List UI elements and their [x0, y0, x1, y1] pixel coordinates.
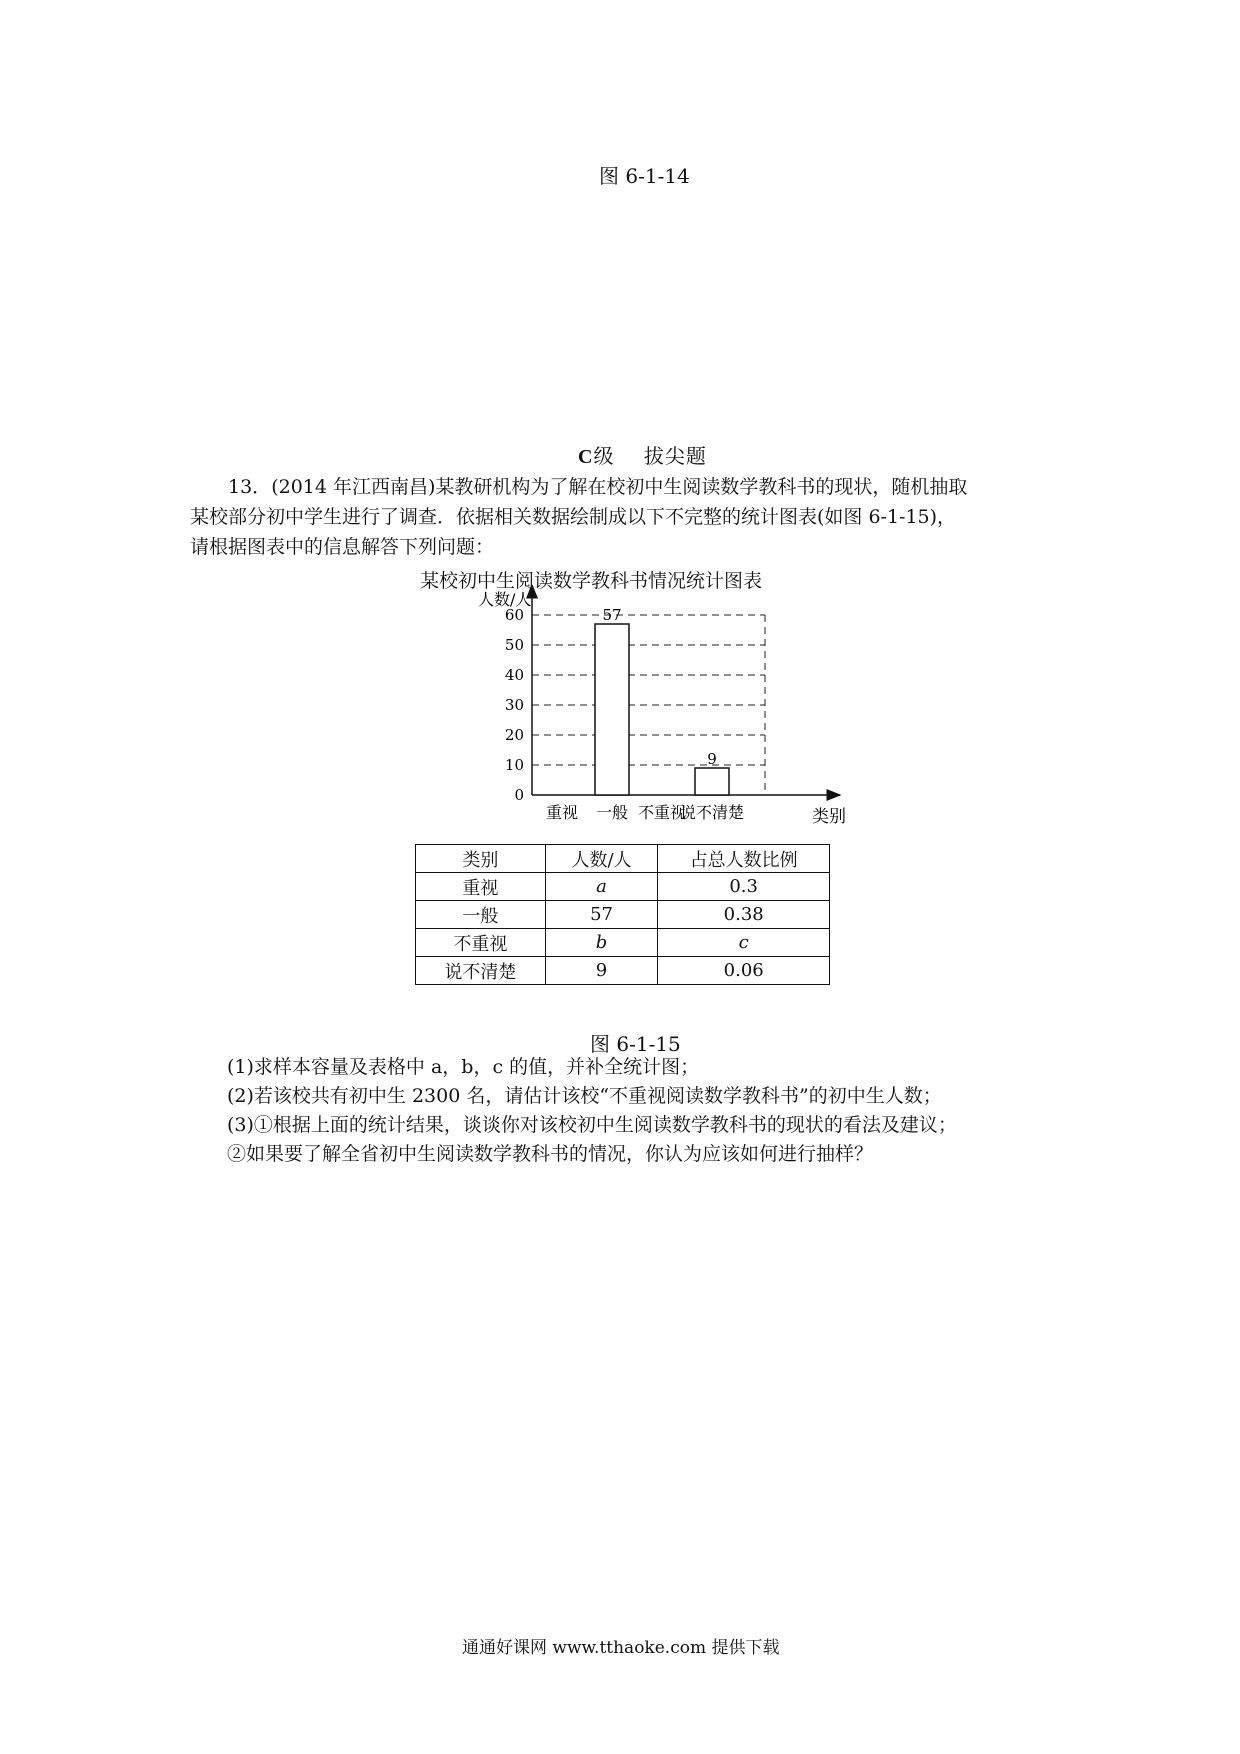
top-figure-caption: 图 6-1-14 [599, 164, 690, 188]
footer: 通通好课网 www.tthaoke.com 提供下载 [462, 1638, 780, 1658]
problem-line-3: 请根据图表中的信息解答下列问题： [190, 536, 495, 558]
chart-title: 某校初中生阅读数学教科书情况统计图表 [420, 570, 763, 592]
level-name: 拔尖题 [643, 444, 707, 468]
question-1: (1)求样本容量及表格中 a，b，c 的值，并补全统计图； [227, 1056, 700, 1078]
stats-table [415, 844, 830, 985]
table-cell: 不重视 [416, 929, 546, 957]
figure-caption: 图 6-1-15 [590, 1032, 681, 1056]
problem-statement [190, 472, 1070, 562]
questions [227, 1053, 1077, 1169]
x-tick-label: 说不清楚 [679, 803, 745, 822]
problem-source: (2014 年江西南昌) [271, 476, 436, 498]
table-cell: 9 [545, 957, 658, 985]
table-cell: 0.38 [658, 901, 830, 929]
table-header-row [416, 845, 830, 873]
x-axis-label: 类别 [812, 807, 846, 825]
table-header-cell: 人数/人 [545, 845, 658, 873]
bar-data-label: 9 [707, 750, 717, 768]
table-row [416, 901, 830, 929]
bar-data-label: 57 [602, 606, 622, 624]
y-axis-label: 人数/人 [478, 590, 532, 609]
question-3-1: (3)①根据上面的统计结果，谈谈你对该校初中生阅读数学教科书的现状的看法及建议； [227, 1114, 957, 1136]
bar [695, 768, 729, 795]
table-cell: 0.06 [658, 957, 830, 985]
table-header-cell: 类别 [416, 845, 546, 873]
table-cell: b [545, 929, 658, 957]
table-header-cell: 占总人数比例 [658, 845, 830, 873]
y-tick-label: 10 [504, 756, 524, 774]
bar [595, 624, 629, 795]
y-tick-label: 60 [504, 606, 524, 624]
question-3-2: ②如果要了解全省初中生阅读数学教科书的情况，你认为应该如何进行抽样？ [227, 1143, 874, 1165]
table-cell: a [545, 873, 658, 901]
table-cell: 一般 [416, 901, 546, 929]
table-row [416, 929, 830, 957]
y-tick-label: 50 [504, 636, 524, 654]
x-tick-label: 一般 [595, 803, 629, 822]
table-cell: 57 [545, 901, 658, 929]
table-cell: 重视 [416, 873, 546, 901]
table-cell: c [658, 929, 830, 957]
problem-number: 13． [228, 476, 272, 498]
table-row [416, 873, 830, 901]
level-letter: C [578, 446, 594, 468]
question-2: (2)若该校共有初中生 2300 名，请估计该校“不重视阅读数学教科书”的初中生人数； [227, 1085, 942, 1107]
table-cell: 说不清楚 [416, 957, 546, 985]
y-tick-label: 40 [504, 666, 524, 684]
level-heading [578, 440, 707, 469]
problem-line-1 [190, 472, 1070, 502]
problem-text: 某教研机构为了解在校初中生阅读数学教科书的现状，随机抽取 [435, 476, 968, 498]
x-tick-label: 重视 [545, 803, 579, 822]
y-tick-label: 0 [514, 786, 524, 804]
y-tick-label: 30 [504, 696, 524, 714]
bar-chart [420, 585, 850, 825]
chart-grid [532, 615, 765, 795]
y-tick-label: 20 [504, 726, 524, 744]
level-word: 级 [593, 444, 615, 468]
table-row [416, 957, 830, 985]
problem-line-2: 某校部分初中学生进行了调查．依据相关数据绘制成以下不完整的统计图表(如图 6-1-15)， [190, 506, 957, 528]
x-tick-label: 不重视 [637, 803, 687, 822]
table-cell: 0.3 [658, 873, 830, 901]
